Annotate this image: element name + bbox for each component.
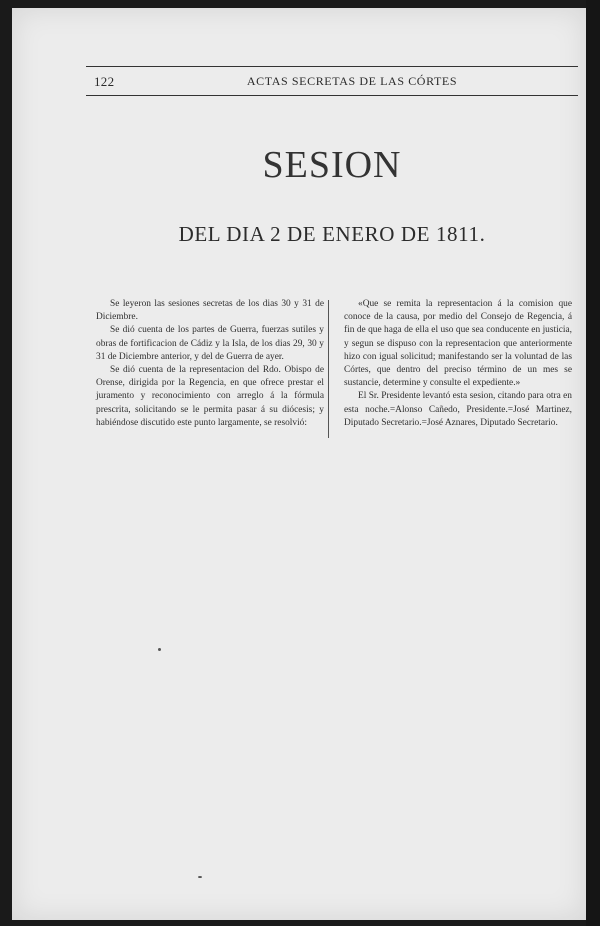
session-title: SESION [262,144,402,186]
paragraph: «Que se remita la representacion á la comision que conoce de la causa, por medio del Consejo de Regencia, á fin de que haga de ella el uso que sea conducente en justicia, y segun se dispuso con la representacion que anteriormente hizo con igual solicitud; manifestando ser la voluntad de las Córtes, que dentro del preciso término de un mes se sustancie, determine y consulte el expediente.» [344,299,572,389]
paragraph: Se dió cuenta de los partes de Guerra, fuerzas sutiles y obras de fortificacion de Cádiz y la Isla, de los dias 29, 30 y 31 de Diciembre anterior, y del de Guerra de ayer. [96,325,324,362]
column-divider [328,300,329,438]
session-date: DEL DIA 2 DE ENERO DE 1811. [178,222,486,246]
left-column [96,298,324,430]
page-header [86,66,578,98]
paragraph: Se leyeron las sesiones secretas de los dias 30 y 31 de Diciembre. [96,299,324,323]
right-column [344,298,572,430]
header-bottom-rule [86,95,578,96]
scan-edge [586,0,600,926]
print-speck [198,876,202,878]
page-number: 122 [94,74,115,89]
paragraph: Se dió cuenta de la representacion del Rdo. Obispo de Orense, dirigida por la Regencia, en que ofrece prestar el juramento y reconocimiento con arreglo á la fórmula prescrita, solicitando se le permita pasar á su diócesis; y habiéndose discutido este punto largamente, se resolvió: [96,365,324,428]
paragraph: El Sr. Presidente levantó esta sesion, citando para otra en esta noche.=Alonso Cañedo, Presidente.=José Martinez, Diputado Secretario.=José Aznares, Diputado Secretario. [344,391,572,428]
print-speck [158,648,161,651]
running-title: ACTAS SECRETAS DE LAS CÓRTES [246,74,458,88]
header-top-rule [86,66,578,67]
document-page [12,8,586,920]
